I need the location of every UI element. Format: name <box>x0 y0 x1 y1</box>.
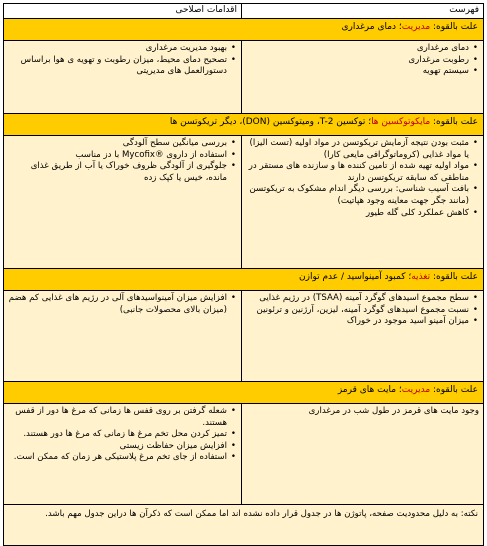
list-item: • تصحیح دمای محیط، میزان رطوبت و تهویه ی هوا براساس دستورالعمل های مدیریتی <box>8 55 227 78</box>
action-cell <box>4 41 242 114</box>
header-corrective-actions: اقدامات اصلاحی <box>4 4 242 19</box>
header-index: فهرست <box>242 4 484 19</box>
section-band <box>4 114 484 136</box>
section-row <box>4 41 484 114</box>
cause-heading: علت بالقوه: مدیریت؛ مایت های قرمز <box>4 382 484 404</box>
list-item: • استفاده از جای تخم مرغ پلاستیکی هر زمان که ممکن است. <box>8 452 227 464</box>
section-band <box>4 382 484 404</box>
list-item: • مواد اولیه تهیه شده از تامین کننده ها و سازنده های مستقر در مناطقی که سابقه تریکوتسن دارند <box>246 161 469 184</box>
list-item: • سیستم تهویه <box>246 66 469 78</box>
cause-keyword: مایکوتوکسین ها <box>371 117 431 127</box>
cause-heading: علت بالقوه: مایکوتوکسین ها؛ توکسین T-2، ومیتوکسین (DON)، دیگر تریکوتسن ها <box>4 114 484 136</box>
index-cell <box>242 291 484 382</box>
action-cell <box>4 404 242 505</box>
list-item: • رطوبت مرغداری <box>246 55 469 67</box>
section-row <box>4 136 484 269</box>
list-item: • جلوگیری از آلودگی ظروف خوراک یا آب از طریق غذای مانده، خیس یا کپک زده <box>8 161 227 184</box>
footnote-row <box>4 505 484 546</box>
list-item: • افزایش میزان آمینواسیدهای آلی در رژیم های غذایی کم هضم (میزان بالای محصولات جانبی) <box>8 293 227 316</box>
footnote: نکته: به دلیل محدودیت صفحه، پاتوژن ها در جدول قرار داده نشده اند اما ممکن است که ذکرآن ها دراین جدول مهم باشد. <box>4 505 484 546</box>
table-header-row <box>4 4 484 19</box>
index-cell <box>242 136 484 269</box>
list-item: • مثبت بودن نتیجه آزمایش تریکوتسن در مواد اولیه (تست الیزا) یا مواد غذایی (کروماتوگرافی مایعی کارا) <box>246 138 469 161</box>
list-item: • بهبود مدیریت مرغداری <box>8 43 227 55</box>
section-band <box>4 269 484 291</box>
list-item: • بررسی میانگین سطح آلودگی <box>8 138 227 150</box>
corrective-actions-table <box>3 3 484 546</box>
section-row <box>4 291 484 382</box>
section-row <box>4 404 484 505</box>
list-item: • نسبت مجموع اسیدهای گوگرد آمینه، لیزین، آرژنین و ترئونین <box>246 305 469 317</box>
cause-heading: علت بالقوه: تغذیه؛ کمبود آمینواسید / عدم توازن <box>4 269 484 291</box>
cause-heading: علت بالقوه: مدیریت؛ دمای مرغداری <box>4 19 484 41</box>
section-band <box>4 19 484 41</box>
index-cell: وجود مایت های قرمز در طول شب در مرغداری <box>242 404 484 505</box>
index-cell <box>242 41 484 114</box>
list-item: • میزان آمینو اسید موجود در خوراک <box>246 316 469 328</box>
cause-keyword: تغذیه <box>411 272 431 282</box>
list-item: • شعله گرفتن بر روی قفس ها زمانی که مرغ ها دور از قفس هستند. <box>8 406 227 429</box>
list-item: • افزایش میزان حفاظت زیستی <box>8 441 227 453</box>
list-item: • سطح مجموع اسیدهای گوگرد آمینه (TSAA) در رژیم غذایی <box>246 293 469 305</box>
cause-keyword: مدیریت <box>401 385 431 395</box>
list-item: • بافت آسیب شناسی: بررسی دیگر اندام مشکوک به تریکوتسن (مانند جگر جهت معاینه وجود هپاتیت) <box>246 184 469 207</box>
list-item: • تمیز کردن محل تخم مرغ ها زمانی که مرغ ها دور هستند. <box>8 429 227 441</box>
list-item: • کاهش عملکرد کلی گله طیور <box>246 208 469 220</box>
list-item: • استفاده از داروی ®Mycofix با دز مناسب <box>8 150 227 162</box>
list-item: • دمای مرغداری <box>246 43 469 55</box>
action-cell <box>4 291 242 382</box>
cause-keyword: مدیریت <box>401 22 431 32</box>
action-cell <box>4 136 242 269</box>
